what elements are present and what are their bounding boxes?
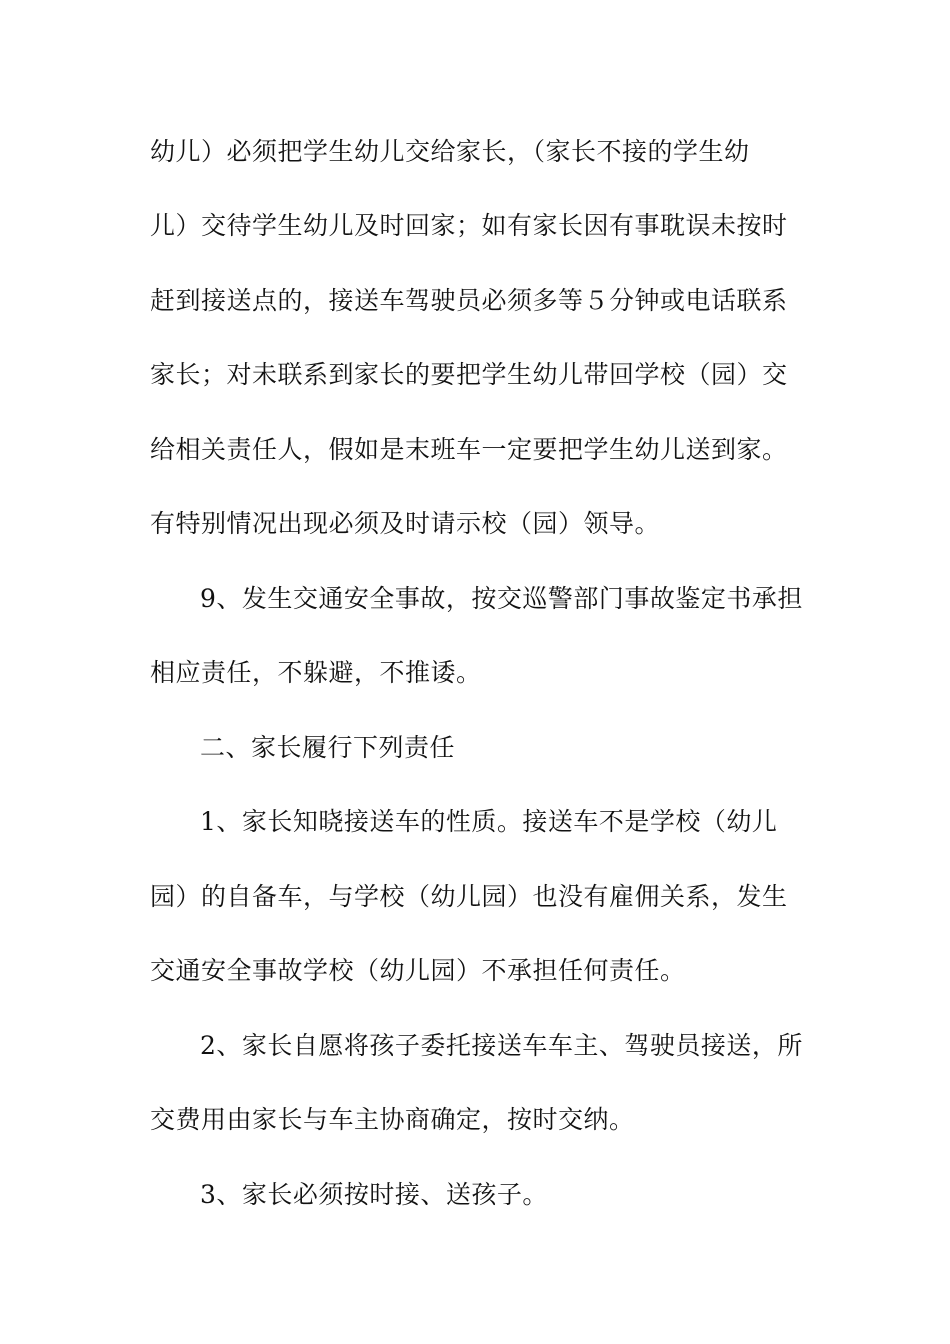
- text-line: 赶到接送点的，接送车驾驶员必须多等５分钟或电话联系: [150, 286, 788, 315]
- text-line: 交通安全事故学校（幼儿园）不承担任何责任。: [150, 956, 686, 985]
- text-line: 有特别情况出现必须及时请示校（园）领导。: [150, 509, 661, 538]
- paragraph-start-line: 2、家长自愿将孩子委托接送车车主、驾驶员接送，所: [200, 1031, 803, 1060]
- text-line: 交费用由家长与车主协商确定，按时交纳。: [150, 1105, 635, 1134]
- text-line: 家长；对未联系到家长的要把学生幼儿带回学校（园）交: [150, 360, 788, 389]
- paragraph-start-line: 9、发生交通安全事故，按交巡警部门事故鉴定书承担: [200, 584, 803, 613]
- text-line: 相应责任，不躲避，不推诿。: [150, 658, 482, 687]
- text-line: 幼儿）必须把学生幼儿交给家长，（家长不接的学生幼: [150, 137, 750, 166]
- text-line: 给相关责任人，假如是末班车一定要把学生幼儿送到家。: [150, 435, 788, 464]
- paragraph-start-line: 1、家长知晓接送车的性质。接送车不是学校（幼儿: [200, 807, 778, 836]
- section-heading: 二、家长履行下列责任: [200, 733, 456, 762]
- text-line: 园）的自备车，与学校（幼儿园）也没有雇佣关系，发生: [150, 882, 788, 911]
- text-line: 儿）交待学生幼儿及时回家；如有家长因有事耽误未按时: [150, 211, 788, 240]
- paragraph-start-line: 3、家长必须按时接、送孩子。: [200, 1180, 548, 1209]
